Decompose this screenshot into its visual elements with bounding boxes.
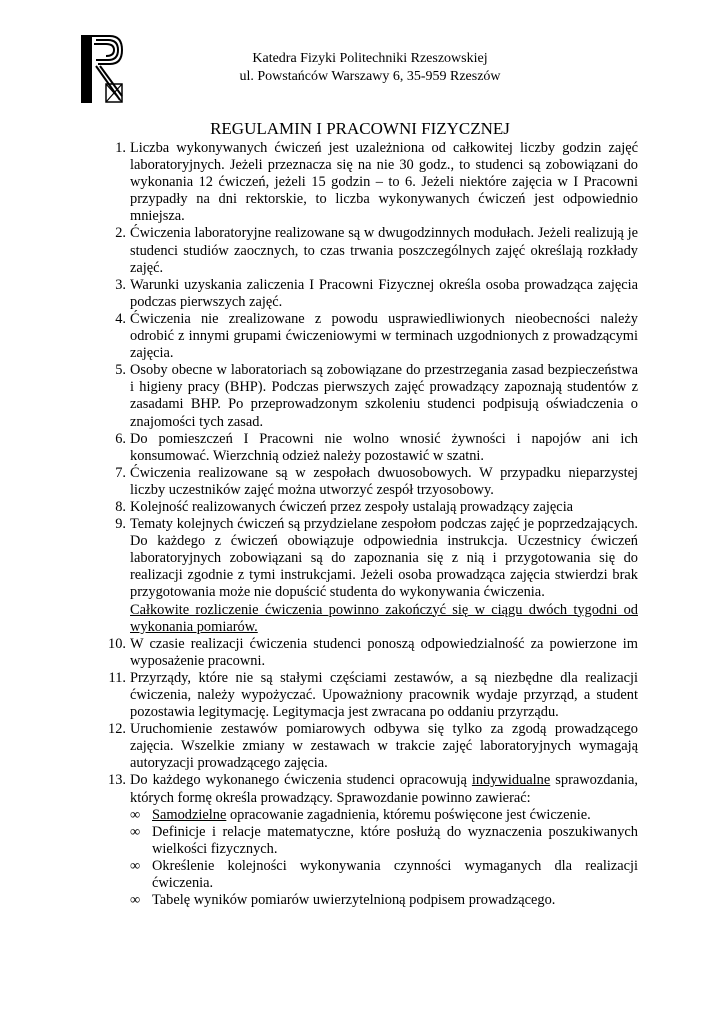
rule-item	[104, 277, 638, 311]
rule-number: 3.	[115, 276, 126, 293]
rule-text: Ćwiczenia nie zrealizowane z powodu usprawiedliwionych nieobecności należy odrobić z innymi grupami ćwiczeniowymi w terminach uzgodnionych z prowadzącymi zajęcia.	[130, 310, 638, 362]
bullet-item	[130, 824, 638, 858]
bullet-text: Tabelę wyników pomiarów uwierzytelnioną podpisem prowadzącego.	[152, 892, 556, 909]
infinity-bullet-icon: ∞	[130, 857, 141, 874]
rule-text: Osoby obecne w laboratoriach są zobowiązane do przestrzegania zasad bezpieczeństwa i higieny pracy (BHP). Podczas pierwszych zajęć prowadzący zapoznają studentów z zasadami BHP. Po przeprowadzonym szkoleniu studenci podpisują oświadczenia o znajomości tych zasad.	[130, 362, 638, 430]
bullet-underlined-text: Samodzielne	[152, 806, 227, 823]
rule-text: Ćwiczenia realizowane są w zespołach dwuosobowych. W przypadku nieparzystej liczby uczestników zajęć można utworzyć zespół trzyosobowy.	[130, 464, 638, 498]
rule-item	[104, 721, 638, 772]
rule-item	[104, 225, 638, 276]
header-line-2: ul. Powstańców Warszawy 6, 35-959 Rzeszów	[239, 69, 501, 84]
rule-number: 12.	[108, 721, 126, 738]
rule-text: Kolejność realizowanych ćwiczeń przez zespoły ustalają prowadzący zajęcia	[130, 498, 574, 515]
rule-number: 11.	[108, 669, 126, 686]
rule-item	[104, 465, 638, 499]
rule-number: 10.	[108, 635, 126, 652]
rule-item	[104, 670, 638, 721]
rule-number: 8.	[115, 498, 126, 515]
rule-text: Ćwiczenia laboratoryjne realizowane są w dwugodzinnych modułach. Jeżeli realizują je studenci studiów zaocznych, to czas trwania poszczególnych zajęć określają rozkłady zajęć.	[130, 225, 638, 276]
rule-text-before: Do każdego wykonanego ćwiczenia studenci opracowują	[130, 772, 472, 789]
bullet-text: Określenie kolejności wykonywania czynności wymaganych dla realizacji ćwiczenia.	[152, 857, 638, 892]
rule-item	[104, 311, 638, 362]
bullet-item	[130, 807, 638, 824]
bullet-item	[130, 892, 638, 909]
rule-item	[104, 140, 638, 225]
header-line-1: Katedra Fizyki Politechniki Rzeszowskiej	[252, 51, 488, 66]
rule-number: 13.	[108, 772, 126, 789]
bullet-item	[130, 858, 638, 892]
rule-text	[130, 772, 638, 806]
rule-number: 9.	[115, 516, 126, 533]
institution-header	[160, 50, 580, 86]
infinity-bullet-icon: ∞	[130, 806, 141, 823]
rule-text: Warunki uzyskania zaliczenia I Pracowni Fizycznej określa osoba prowadząca zajęcia podczas pierwszych zajęć.	[130, 276, 638, 310]
rule-text: Przyrządy, które nie są stałymi częściami zestawów, a są niezbędne dla realizacji ćwiczenia, należy wypożyczać. Upoważniony pracownik wydaje przyrząd, a student pozostawia legitymację. Legitymacja jest zwracana po oddaniu przyrządu.	[130, 669, 638, 721]
rules-list	[104, 140, 638, 909]
rule-number: 7.	[115, 464, 126, 481]
rule-number: 4.	[115, 310, 126, 327]
rule-text-after: sprawozdania, których formę określa prowadzący. Sprawozdanie powinno zawierać:	[130, 772, 638, 806]
rule-text-underlined: indywidualne	[471, 772, 551, 789]
rule-item	[104, 431, 638, 465]
infinity-bullet-icon: ∞	[130, 892, 141, 909]
rule-text: Uruchomienie zestawów pomiarowych odbywa się tylko za zgodą prowadzącego zajęcia. Wszelkie zmiany w zestawach w trakcie zajęć laboratoryjnych wymagają autoryzacji prowadzącego zajęcia.	[130, 721, 638, 772]
rule-item	[104, 499, 638, 516]
rule-item	[104, 772, 638, 909]
rule-text: Liczba wykonywanych ćwiczeń jest uzależniona od całkowitej liczby godzin zajęć laboratoryjnych. Jeżeli przeznacza się na nie 30 godz., to studenci są zobowiązani do wykonania 12 ćwiczeń, jeżeli 15 godzin – to 6. Jeżeli niektóre zajęcia w I Pracowni przypadły na dni rektorskie, to liczba wykonywanych ćwiczeń jest odpowiednio mniejsza.	[130, 140, 638, 225]
rule-item	[104, 636, 638, 670]
document-title: REGULAMIN I PRACOWNI FIZYCZNEJ	[210, 119, 510, 138]
rule-underlined-text: Całkowite rozliczenie ćwiczenia powinno zakończyć się w ciągu dwóch tygodni od wykonania pomiarów.	[130, 601, 638, 635]
bullet-text: opracowanie zagadnienia, któremu poświęcone jest ćwiczenie.	[226, 806, 591, 823]
rule-text: Do pomieszczeń I Pracowni nie wolno wnosić żywności i napojów ani ich konsumować. Wierzchnią odzież należy pozostawić w szatni.	[130, 430, 638, 464]
infinity-bullet-icon: ∞	[130, 823, 141, 840]
rule-item	[104, 362, 638, 430]
report-contents-list	[130, 807, 638, 910]
rule-text: W czasie realizacji ćwiczenia studenci ponoszą odpowiedzialność za powierzone im wyposażenie pracowni.	[130, 635, 638, 669]
bullet-text: Definicje i relacje matematyczne, które posłużą do wyznaczenia poszukiwanych wielkości fizycznych.	[152, 823, 638, 857]
rule-number: 6.	[115, 430, 126, 447]
rule-text: Tematy kolejnych ćwiczeń są przydzielane zespołom podczas zajęć je poprzedzających. Do każdego z ćwiczeń obowiązuje odpowiednia instrukcja. Uczestnicy ćwiczeń laboratoryjnych zobowiązani są do zapoznania się z nią i przygotowania się do realizacji zgodnie z tymi instrukcjami. Jeżeli osoba prowadząca zajęcia stwierdzi brak przygotowania może nie dopuścić studenta do wykonywania ćwiczenia.	[130, 516, 638, 601]
rule-number: 5.	[115, 362, 126, 379]
rule-item	[104, 516, 638, 636]
university-logo-icon	[80, 34, 124, 104]
rule-number: 2.	[115, 225, 126, 242]
rule-number: 1.	[115, 140, 126, 156]
